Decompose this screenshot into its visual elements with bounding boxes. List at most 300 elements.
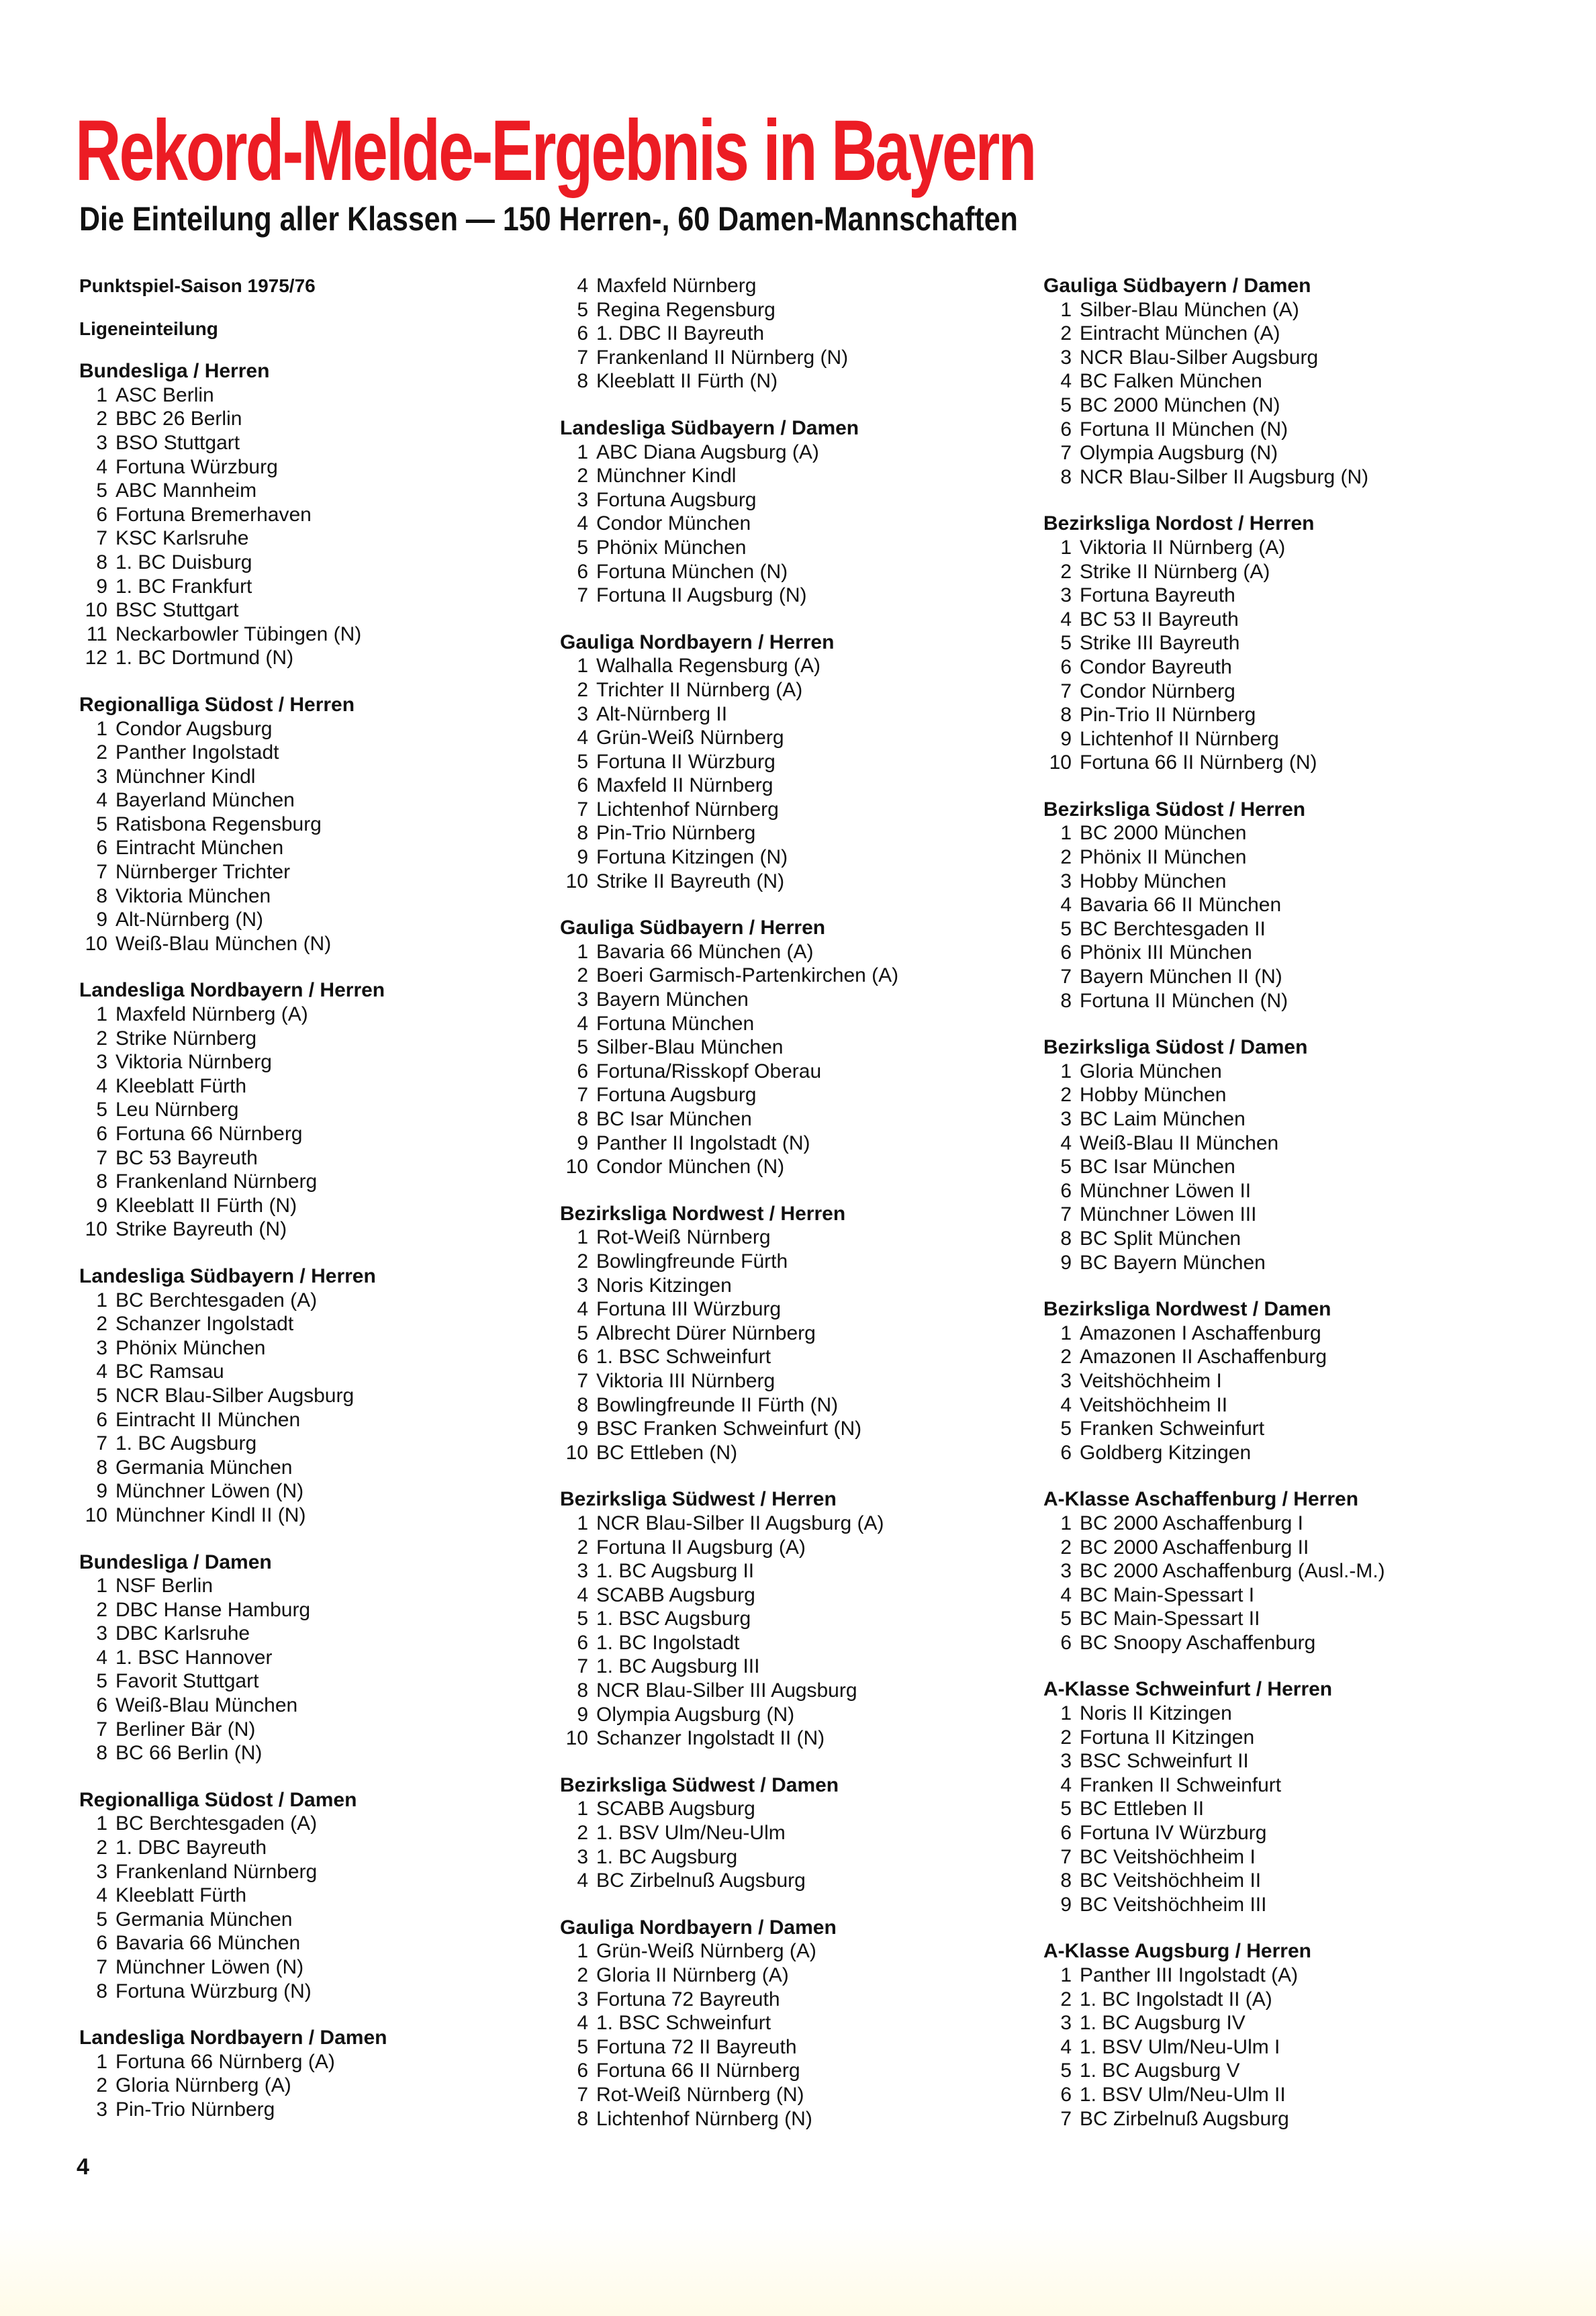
team-row	[1043, 1583, 1500, 1608]
team-row	[79, 908, 536, 932]
team-name: BSO Stuttgart	[115, 431, 240, 454]
team-name: Fortuna Würzburg (N)	[115, 1980, 312, 2002]
team-rank: 10	[85, 1503, 107, 1526]
team-name: Grün-Weiß Nürnberg	[596, 727, 784, 749]
league-section	[79, 1264, 536, 1528]
page-number: 4	[77, 2154, 89, 2180]
team-name: BC Laim München	[1080, 1108, 1246, 1130]
team-rank: 6	[1060, 2083, 1072, 2106]
team-row	[79, 646, 536, 670]
team-rank: 4	[1060, 1773, 1072, 1796]
team-row	[1043, 1393, 1500, 1418]
team-row	[560, 798, 1017, 822]
team-rank: 5	[577, 1036, 588, 1059]
team-rank: 1	[577, 940, 588, 963]
team-row	[1043, 2107, 1500, 2131]
team-name: 1. BC Augsburg IV	[1080, 2012, 1246, 2035]
team-row	[560, 464, 1017, 488]
league-title: A-Klasse Aschaffenburg / Herren	[1043, 1488, 1359, 1511]
team-rank: 7	[577, 584, 588, 607]
team-rank: 10	[565, 1156, 588, 1178]
team-rank: 2	[577, 1822, 588, 1845]
team-name: Fortuna/Risskopf Oberau	[596, 1060, 822, 1082]
team-row	[79, 1289, 536, 1313]
league-section	[1043, 274, 1500, 489]
team-rank: 8	[1060, 989, 1072, 1012]
team-rank: 7	[96, 1718, 107, 1741]
team-rank: 4	[577, 1869, 588, 1892]
team-row	[1043, 1988, 1500, 2012]
team-rank: 1	[96, 383, 107, 406]
team-name: Franken II Schweinfurt	[1080, 1773, 1282, 1796]
team-name: Strike III Bayreuth	[1080, 632, 1240, 655]
team-name: BBC 26 Berlin	[115, 408, 242, 430]
team-rank: 3	[1060, 870, 1072, 892]
team-rank: 8	[1060, 1227, 1072, 1250]
league-section	[1043, 1677, 1500, 1916]
team-rank: 6	[1060, 941, 1072, 964]
team-rank: 4	[577, 727, 588, 749]
team-row	[1043, 1179, 1500, 1203]
team-row	[79, 1955, 536, 1980]
team-rank: 9	[577, 1418, 588, 1440]
team-name: Bavaria 66 München (A)	[596, 940, 814, 963]
team-rank: 8	[577, 822, 588, 845]
team-rank: 8	[96, 1742, 107, 1765]
team-name: Münchner Kindl II (N)	[115, 1503, 306, 1526]
league-section	[560, 1202, 1017, 1465]
team-row	[560, 678, 1017, 702]
team-name: BC Veitshöchheim I	[1080, 1845, 1256, 1868]
team-row	[1043, 1203, 1500, 1227]
team-rank: 2	[1060, 846, 1072, 869]
team-row	[1043, 727, 1500, 751]
team-name: Weiß-Blau München	[115, 1694, 298, 1717]
team-rank: 1	[96, 1812, 107, 1835]
team-rank: 9	[1060, 1251, 1072, 1274]
team-row	[79, 1836, 536, 1860]
team-name: Bavaria 66 München	[115, 1932, 301, 1955]
team-row	[1043, 1631, 1500, 1655]
team-name: Germania München	[115, 1456, 293, 1479]
team-name: Eintracht München (A)	[1080, 322, 1280, 345]
team-row	[1043, 1893, 1500, 1917]
league-title: Landesliga Südbayern / Damen	[560, 416, 859, 439]
team-name: Bayern München II (N)	[1080, 966, 1282, 988]
team-row	[1043, 1345, 1500, 1369]
team-name: BC Ramsau	[115, 1360, 224, 1383]
team-row	[1043, 941, 1500, 965]
team-rank: 8	[577, 1108, 588, 1130]
league-section	[1043, 512, 1500, 775]
team-name: DBC Karlsruhe	[115, 1622, 250, 1645]
team-row	[79, 1741, 536, 1765]
team-name: NCR Blau-Silber II Augsburg (N)	[1080, 465, 1369, 488]
team-name: Condor Augsburg	[115, 717, 273, 740]
team-row	[560, 940, 1017, 964]
league-title: Gauliga Nordbayern / Damen	[560, 1916, 837, 1939]
team-row	[1043, 536, 1500, 560]
team-rank: 5	[96, 1670, 107, 1693]
team-name: Münchner Löwen II	[1080, 1179, 1252, 1202]
team-row	[79, 1194, 536, 1218]
league-section	[560, 274, 1017, 393]
team-rank: 3	[577, 1560, 588, 1583]
team-rank: 7	[1060, 680, 1072, 702]
team-row	[1043, 1083, 1500, 1107]
team-name: Boeri Garmisch-Partenkirchen (A)	[596, 964, 899, 987]
team-row	[79, 431, 536, 455]
team-row	[1043, 441, 1500, 465]
team-row	[79, 1074, 536, 1099]
team-name: Schanzer Ingolstadt	[115, 1313, 294, 1336]
team-row	[79, 622, 536, 647]
team-row	[560, 1250, 1017, 1274]
team-rank: 4	[577, 1583, 588, 1606]
team-name: 1. BSV Ulm/Neu-Ulm II	[1080, 2083, 1286, 2106]
team-rank: 2	[577, 1964, 588, 1986]
team-rank: 11	[86, 622, 107, 645]
team-row	[1043, 1251, 1500, 1275]
team-name: 1. DBC II Bayreuth	[596, 322, 765, 345]
team-row	[79, 1931, 536, 1955]
team-name: Noris II Kitzingen	[1080, 1702, 1232, 1725]
team-row	[1043, 1702, 1500, 1726]
league-title: Bezirksliga Südwest / Herren	[560, 1488, 837, 1511]
team-rank: 5	[1060, 1156, 1072, 1178]
team-name: Kleeblatt II Fürth (N)	[115, 1194, 297, 1217]
team-name: BC 53 Bayreuth	[115, 1146, 258, 1169]
team-row	[79, 551, 536, 575]
team-rank: 6	[577, 1631, 588, 1654]
team-rank: 2	[96, 1027, 107, 1050]
team-row	[560, 1131, 1017, 1156]
team-row	[79, 1098, 536, 1122]
team-rank: 2	[1060, 322, 1072, 345]
team-row	[560, 1583, 1017, 1608]
league-title: Gauliga Südbayern / Damen	[1043, 275, 1311, 297]
team-row	[1043, 1060, 1500, 1084]
league-title: A-Klasse Schweinfurt / Herren	[1043, 1678, 1333, 1701]
team-name: BC Main-Spessart I	[1080, 1583, 1255, 1606]
team-rank: 4	[96, 1074, 107, 1097]
league-section	[1043, 1939, 1500, 2131]
team-name: Münchner Löwen (N)	[115, 1956, 304, 1978]
team-name: Viktoria II Nürnberg (A)	[1080, 536, 1286, 559]
team-name: Strike II Nürnberg (A)	[1080, 560, 1270, 583]
team-rank: 10	[565, 1441, 588, 1464]
team-rank: 6	[577, 560, 588, 583]
team-row	[560, 845, 1017, 870]
team-name: Bayerland München	[115, 789, 295, 812]
team-row	[1043, 680, 1500, 704]
team-name: Walhalla Regensburg (A)	[596, 655, 821, 678]
team-rank: 1	[96, 1575, 107, 1597]
team-row	[79, 1122, 536, 1146]
team-rank: 2	[577, 1250, 588, 1272]
team-name: Fortuna II München (N)	[1080, 418, 1288, 441]
team-rank: 4	[1060, 2035, 1072, 2058]
team-rank: 9	[577, 1131, 588, 1154]
team-row	[560, 1322, 1017, 1346]
team-row	[79, 1574, 536, 1598]
team-rank: 2	[1060, 1346, 1072, 1369]
team-rank: 3	[96, 1336, 107, 1359]
team-row	[560, 2107, 1017, 2131]
team-row	[560, 702, 1017, 727]
team-name: Pin-Trio Nürnberg	[596, 822, 756, 845]
team-rank: 1	[1060, 1060, 1072, 1082]
team-name: BC Main-Spessart II	[1080, 1608, 1260, 1630]
team-row	[560, 1083, 1017, 1107]
team-name: Veitshöchheim I	[1080, 1369, 1222, 1392]
league-section	[560, 916, 1017, 1179]
team-rank: 6	[1060, 1441, 1072, 1464]
league-section	[560, 631, 1017, 894]
team-row	[79, 1170, 536, 1194]
team-row	[79, 407, 536, 431]
team-row	[1043, 322, 1500, 346]
team-rank: 5	[1060, 632, 1072, 655]
team-rank: 7	[1060, 1845, 1072, 1868]
team-row	[560, 1369, 1017, 1393]
league-section	[1043, 1297, 1500, 1465]
team-name: Regina Regensburg	[596, 298, 776, 321]
team-name: BC Snoopy Aschaffenburg	[1080, 1631, 1316, 1654]
team-rank: 3	[577, 702, 588, 725]
team-name: Panther Ingolstadt	[115, 741, 279, 764]
team-name: Rot-Weiß Nürnberg (N)	[596, 2083, 804, 2106]
team-name: BC Ettleben (N)	[596, 1441, 738, 1464]
team-row	[560, 1797, 1017, 1821]
team-rank: 5	[577, 298, 588, 321]
team-name: 1. BC Ingolstadt	[596, 1631, 740, 1654]
team-rank: 4	[1060, 894, 1072, 917]
team-row	[79, 1598, 536, 1622]
league-title: A-Klasse Augsburg / Herren	[1043, 1940, 1311, 1963]
team-rank: 1	[1060, 1512, 1072, 1534]
team-rank: 1	[1060, 1322, 1072, 1344]
team-rank: 2	[96, 1313, 107, 1336]
league-title: Gauliga Nordbayern / Herren	[560, 631, 835, 653]
team-row	[560, 1679, 1017, 1703]
team-rank: 9	[96, 1194, 107, 1217]
team-row	[1043, 1607, 1500, 1631]
team-name: Bowlingfreunde II Fürth (N)	[596, 1393, 839, 1416]
team-rank: 7	[577, 2083, 588, 2106]
team-name: Kleeblatt Fürth	[115, 1074, 247, 1097]
team-rank: 4	[96, 1646, 107, 1669]
team-name: NSF Berlin	[115, 1575, 214, 1597]
team-name: BC Zirbelnuß Augsburg	[596, 1869, 806, 1892]
team-name: Bavaria 66 II München	[1080, 894, 1282, 917]
team-name: Fortuna II Kitzingen	[1080, 1726, 1255, 1749]
team-row	[1043, 1749, 1500, 1773]
team-row	[79, 1360, 536, 1384]
team-rank: 6	[96, 503, 107, 526]
team-rank: 8	[96, 1980, 107, 2002]
team-row	[79, 765, 536, 789]
team-row	[1043, 1773, 1500, 1798]
team-name: BC Ettleben II	[1080, 1798, 1205, 1820]
team-row	[1043, 1512, 1500, 1536]
team-name: Fortuna 66 Nürnberg (A)	[115, 2050, 335, 2073]
team-rank: 1	[1060, 1702, 1072, 1725]
team-rank: 4	[577, 275, 588, 297]
team-rank: 6	[577, 1060, 588, 1082]
team-row	[1043, 1559, 1500, 1583]
team-rank: 2	[577, 964, 588, 987]
team-rank: 10	[85, 932, 107, 955]
team-name: Kleeblatt Fürth	[115, 1884, 247, 1907]
team-rank: 8	[1060, 465, 1072, 488]
team-row	[79, 1050, 536, 1074]
team-row	[560, 369, 1017, 393]
team-rank: 6	[1060, 1631, 1072, 1654]
team-row	[560, 441, 1017, 465]
team-row	[560, 1512, 1017, 1536]
team-rank: 8	[96, 1456, 107, 1479]
league-section	[560, 1916, 1017, 2131]
league-title: Bezirksliga Nordwest / Herren	[560, 1202, 846, 1225]
team-name: Fortuna II Augsburg (A)	[596, 1536, 806, 1559]
team-name: Fortuna München	[596, 1012, 755, 1035]
team-name: Lichtenhof II Nürnberg	[1080, 727, 1279, 750]
team-row	[560, 2011, 1017, 2035]
team-name: Condor Bayreuth	[1080, 655, 1232, 678]
team-rank: 4	[1060, 1393, 1072, 1416]
team-rank: 7	[1060, 442, 1072, 465]
team-rank: 7	[96, 1956, 107, 1978]
team-row	[560, 988, 1017, 1012]
team-name: Fortuna II Würzburg	[596, 750, 776, 773]
team-rank: 7	[577, 346, 588, 369]
team-rank: 3	[577, 1845, 588, 1868]
team-rank: 10	[85, 1218, 107, 1241]
team-name: NCR Blau-Silber Augsburg	[1080, 346, 1319, 369]
team-name: Favorit Stuttgart	[115, 1670, 259, 1693]
team-rank: 3	[1060, 346, 1072, 369]
team-name: BC Veitshöchheim II	[1080, 1869, 1262, 1892]
team-row	[1043, 917, 1500, 941]
team-name: BC Isar München	[1080, 1156, 1235, 1178]
team-row	[1043, 655, 1500, 680]
team-row	[79, 479, 536, 503]
team-row	[79, 1908, 536, 1932]
team-name: ABC Mannheim	[115, 479, 257, 502]
team-name: BC 2000 München (N)	[1080, 393, 1280, 416]
team-rank: 2	[96, 1837, 107, 1859]
league-title: Bezirksliga Nordost / Herren	[1043, 512, 1315, 535]
team-row	[560, 1417, 1017, 1441]
team-name: NCR Blau-Silber III Augsburg	[596, 1679, 857, 1702]
team-rank: 1	[577, 1798, 588, 1820]
team-row	[560, 654, 1017, 678]
team-name: 1. BC Ingolstadt II (A)	[1080, 1988, 1272, 2010]
team-name: Strike Bayreuth (N)	[115, 1218, 287, 1241]
team-row	[560, 560, 1017, 584]
league-title: Bundesliga / Herren	[79, 360, 270, 383]
team-name: Strike II Bayreuth (N)	[596, 870, 785, 892]
team-row	[1043, 989, 1500, 1013]
team-rank: 7	[577, 1369, 588, 1392]
team-name: 1. DBC Bayreuth	[115, 1837, 267, 1859]
team-rank: 6	[96, 837, 107, 860]
team-name: Alt-Nürnberg II	[596, 702, 728, 725]
team-name: Gloria Nürnberg (A)	[115, 2074, 291, 2097]
team-name: 1. BC Augsburg III	[596, 1655, 760, 1678]
team-row	[1043, 346, 1500, 370]
team-name: BSC Franken Schweinfurt (N)	[596, 1418, 862, 1440]
team-name: Münchner Löwen III	[1080, 1203, 1257, 1226]
team-name: Fortuna 66 Nürnberg	[115, 1123, 303, 1145]
team-rank: 5	[1060, 393, 1072, 416]
team-row	[79, 717, 536, 741]
team-rank: 7	[96, 1146, 107, 1169]
league-section	[79, 1550, 536, 1765]
team-rank: 5	[1060, 1418, 1072, 1440]
team-rank: 1	[1060, 1964, 1072, 1986]
team-row	[79, 2074, 536, 2098]
team-rank: 4	[577, 512, 588, 535]
team-rank: 5	[1060, 1798, 1072, 1820]
team-row	[560, 821, 1017, 845]
team-rank: 5	[1060, 917, 1072, 940]
team-row	[560, 2059, 1017, 2083]
team-name: BC Berchtesgaden (A)	[115, 1289, 318, 1311]
team-row	[79, 813, 536, 837]
team-row	[560, 1655, 1017, 1679]
team-rank: 8	[1060, 1869, 1072, 1892]
team-rank: 7	[96, 527, 107, 550]
team-rank: 4	[1060, 370, 1072, 393]
team-name: Condor Nürnberg	[1080, 680, 1235, 702]
team-name: BC Veitshöchheim III	[1080, 1893, 1267, 1916]
team-row	[79, 1980, 536, 2004]
team-name: Amazonen I Aschaffenburg	[1080, 1322, 1321, 1344]
team-name: Fortuna Augsburg	[596, 1084, 757, 1107]
team-rank: 9	[577, 846, 588, 869]
team-row	[79, 1503, 536, 1528]
team-name: Berliner Bär (N)	[115, 1718, 256, 1741]
team-row	[1043, 1821, 1500, 1845]
team-rank: 8	[577, 2107, 588, 2130]
team-name: SCABB Augsburg	[596, 1583, 755, 1606]
team-name: Nürnberger Trichter	[115, 861, 291, 884]
team-rank: 4	[96, 1884, 107, 1907]
team-rank: 5	[577, 536, 588, 559]
team-rank: 2	[96, 741, 107, 764]
team-name: Panther II Ingolstadt (N)	[596, 1131, 810, 1154]
team-rank: 1	[577, 1512, 588, 1534]
team-rank: 6	[96, 1408, 107, 1431]
team-row	[560, 1536, 1017, 1560]
team-name: Trichter II Nürnberg (A)	[596, 678, 803, 701]
team-name: Rot-Weiß Nürnberg	[596, 1226, 771, 1249]
team-name: Olympia Augsburg (N)	[1080, 442, 1278, 465]
team-name: Kleeblatt II Fürth (N)	[596, 370, 778, 393]
team-row	[79, 1860, 536, 1884]
team-row	[560, 1060, 1017, 1084]
league-title: Bezirksliga Nordwest / Damen	[1043, 1298, 1331, 1321]
team-row	[560, 1393, 1017, 1418]
team-rank: 3	[1060, 2012, 1072, 2035]
team-row	[560, 2035, 1017, 2059]
team-name: Weiß-Blau München (N)	[115, 932, 332, 955]
team-row	[79, 1646, 536, 1670]
team-rank: 4	[1060, 608, 1072, 631]
team-row	[1043, 845, 1500, 870]
